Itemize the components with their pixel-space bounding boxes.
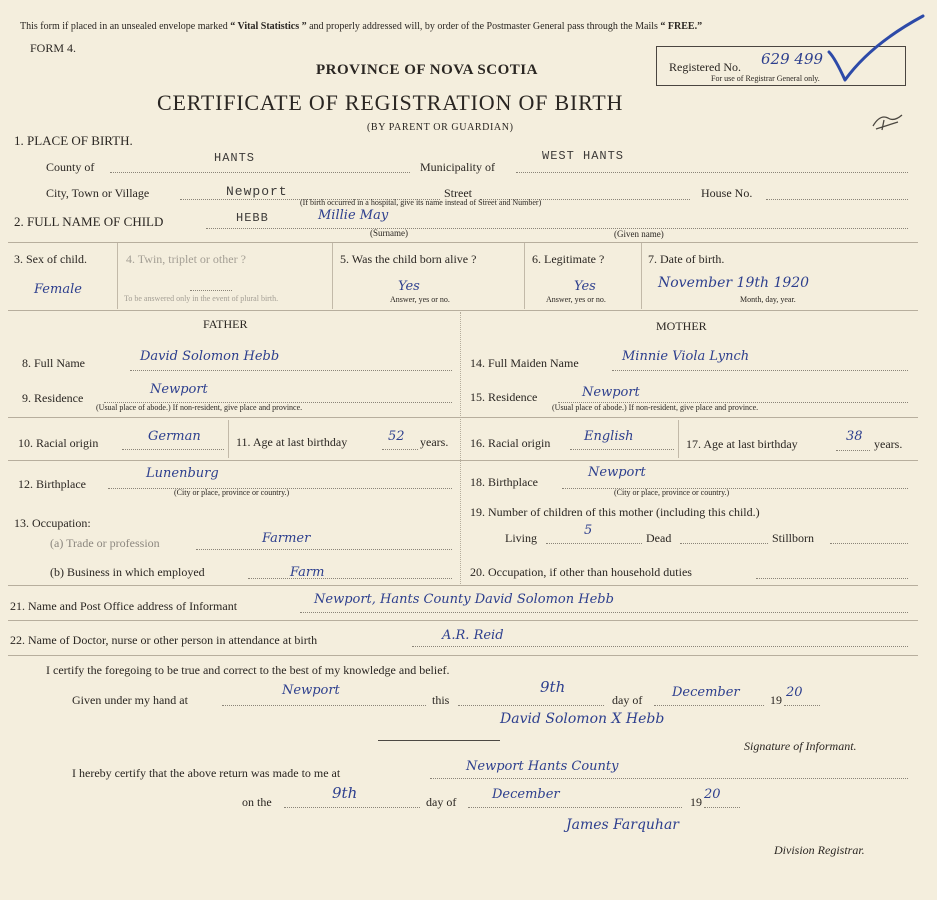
date-of-birth-label: 7. Date of birth.: [648, 252, 725, 266]
certificate-subtitle: (BY PARENT OR GUARDIAN): [367, 122, 514, 133]
father-heading: FATHER: [203, 317, 248, 331]
father-occupation-label: 13. Occupation:: [14, 516, 91, 530]
born-alive-value: Yes: [398, 279, 420, 294]
father-birthplace-note: (City or place, province or country.): [174, 488, 290, 497]
this-label: this: [432, 693, 450, 707]
stillborn-label: Stillborn: [772, 531, 815, 545]
municipality-label: Municipality of: [420, 160, 495, 174]
twin-note: To be answered only in the event of plural birth.: [124, 294, 279, 303]
given-year-prefix: 19: [770, 693, 782, 707]
given-name-caption: (Given name): [614, 229, 664, 239]
on-the-label: on the: [242, 795, 272, 809]
doctor-label: 22. Name of Doctor, nurse or other person in attendance at birth: [10, 633, 318, 647]
registrar-year-value: 20: [704, 787, 721, 802]
county-label: County of: [46, 160, 95, 174]
born-alive-note: Answer, yes or no.: [390, 295, 450, 304]
legitimate-label: 6. Legitimate ?: [532, 252, 605, 266]
father-birthplace-value: Lunenburg: [146, 466, 219, 481]
street-note: (If birth occurred in a hospital, give its name instead of Street and Number): [300, 198, 542, 207]
mother-birthplace-value: Newport: [588, 465, 646, 480]
mother-residence-value: Newport: [582, 385, 640, 400]
father-racial-label: 10. Racial origin: [18, 436, 99, 450]
mother-age-value: 38: [846, 429, 863, 444]
registrar-caption: Division Registrar.: [774, 843, 865, 857]
city-label: City, Town or Village: [46, 186, 150, 200]
certificate-title: CERTIFICATE OF REGISTRATION OF BIRTH: [157, 90, 624, 115]
father-name-label: 8. Full Name: [22, 356, 85, 370]
form-number: FORM 4.: [30, 41, 77, 55]
given-place-value: Newport: [282, 683, 340, 698]
registered-number: 629 499: [761, 50, 824, 68]
mother-maiden-label: 14. Full Maiden Name: [470, 356, 579, 370]
mother-racial-value: English: [584, 429, 634, 444]
twin-label: 4. Twin, triplet or other ?: [126, 252, 246, 266]
informant-signature: David Solomon X Hebb: [500, 711, 665, 727]
father-age-value: 52: [388, 429, 405, 444]
registrar-month-value: December: [492, 787, 560, 802]
mother-years-label: years.: [874, 437, 903, 451]
given-under-label: Given under my hand at: [72, 693, 188, 707]
county-value: HANTS: [214, 151, 256, 165]
legitimate-note: Answer, yes or no.: [546, 295, 606, 304]
stamp-mark-icon: [868, 110, 908, 134]
certify-statement: I certify the foregoing to be true and correct to the best of my knowledge and belief.: [46, 663, 450, 677]
father-business-label: (b) Business in which employed: [50, 565, 205, 579]
date-of-birth-value: November 19th 1920: [658, 275, 810, 291]
city-value: Newport: [226, 184, 288, 199]
father-birthplace-label: 12. Birthplace: [18, 477, 86, 491]
child-surname: HEBB: [236, 211, 269, 225]
registrar-signature: James Farquhar: [566, 817, 679, 833]
registrar-day-value: 9th: [332, 784, 358, 802]
father-years-label: years.: [420, 435, 449, 449]
mother-residence-label: 15. Residence: [470, 390, 538, 404]
surname-caption: (Surname): [370, 228, 408, 238]
registrar-note: For use of Registrar General only.: [711, 74, 820, 83]
sex-label: 3. Sex of child.: [14, 252, 87, 266]
registrar-statement: I hereby certify that the above return was made to me at: [72, 766, 341, 780]
given-month-value: December: [672, 685, 740, 700]
mother-racial-label: 16. Racial origin: [470, 436, 551, 450]
father-trade-label: (a) Trade or profession: [50, 536, 160, 550]
date-of-birth-note: Month, day, year.: [740, 295, 796, 304]
father-business-value: Farm: [290, 565, 325, 580]
mother-children-label: 19. Number of children of this mother (including this child.): [470, 505, 760, 519]
municipality-value: WEST HANTS: [542, 149, 625, 163]
registrar-year-prefix: 19: [690, 795, 702, 809]
doctor-value: A.R. Reid: [442, 628, 504, 643]
father-trade-value: Farmer: [262, 531, 311, 546]
informant-label: 21. Name and Post Office address of Informant: [10, 599, 238, 613]
living-label: Living: [505, 531, 537, 545]
street-label: Street: [444, 186, 472, 200]
given-day-of-label: day of: [612, 693, 643, 707]
child-name-label: 2. FULL NAME OF CHILD: [14, 214, 164, 229]
house-number-label: House No.: [701, 186, 753, 200]
father-age-label: 11. Age at last birthday: [236, 435, 348, 449]
place-of-birth-heading: 1. PLACE OF BIRTH.: [14, 133, 133, 148]
given-day-value: 9th: [540, 678, 566, 696]
mail-notice: This form if placed in an unsealed envelope marked “ Vital Statistics ” and properly addressed will, by order of the Postmaster General pass through the Mails “ FREE.”: [20, 21, 703, 32]
sex-value: Female: [34, 282, 82, 297]
checkmark-icon: [815, 12, 930, 87]
registrar-place-value: Newport Hants County: [466, 759, 619, 774]
living-value: 5: [584, 523, 593, 538]
mother-residence-note: (Usual place of abode.) If non-resident, give place and province.: [552, 403, 759, 412]
father-racial-value: German: [148, 429, 201, 444]
given-year-value: 20: [786, 685, 803, 700]
mother-occupation-label: 20. Occupation, if other than household duties: [470, 565, 692, 579]
father-residence-label: 9. Residence: [22, 391, 84, 405]
mother-heading: MOTHER: [656, 319, 707, 333]
born-alive-label: 5. Was the child born alive ?: [340, 252, 477, 266]
mother-age-label: 17. Age at last birthday: [686, 437, 798, 451]
father-residence-value: Newport: [150, 382, 208, 397]
father-residence-note: (Usual place of abode.) If non-resident, give place and province.: [96, 403, 303, 412]
mother-maiden-value: Minnie Viola Lynch: [622, 349, 750, 364]
informant-signature-caption: Signature of Informant.: [744, 739, 857, 753]
mother-birthplace-note: (City or place, province or country.): [614, 488, 730, 497]
child-given-name: Millie May: [318, 208, 389, 223]
registered-label: Registered No.: [669, 60, 741, 74]
father-name-value: David Solomon Hebb: [140, 349, 280, 364]
mother-birthplace-label: 18. Birthplace: [470, 475, 538, 489]
informant-value: Newport, Hants County David Solomon Hebb: [314, 592, 614, 607]
registrar-day-of-label: day of: [426, 795, 457, 809]
legitimate-value: Yes: [574, 279, 596, 294]
province-heading: PROVINCE OF NOVA SCOTIA: [316, 62, 538, 78]
dead-label: Dead: [646, 531, 672, 545]
